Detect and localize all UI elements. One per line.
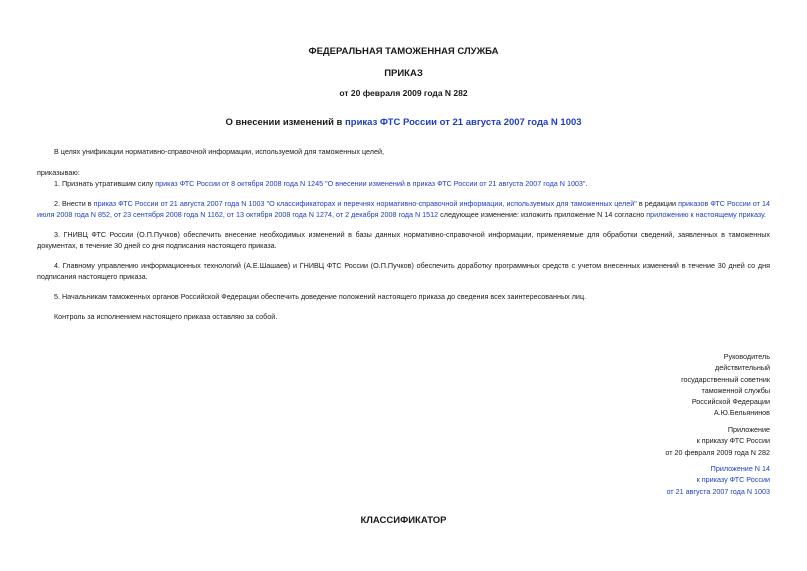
agency-heading: ФЕДЕРАЛЬНАЯ ТАМОЖЕННАЯ СЛУЖБА	[308, 46, 499, 57]
appendix-line: Приложение	[727, 425, 770, 434]
item-2	[37, 198, 770, 220]
signature-line: А.Ю.Бельянинов	[713, 408, 770, 418]
intro-paragraph: В целях унификации нормативно-справочной информации, используемой для таможенных целей,	[54, 147, 384, 156]
appendix-block	[665, 424, 770, 458]
item-1	[37, 178, 770, 189]
item-2-text-b: в редакции	[636, 199, 679, 208]
appendix-14-line[interactable]: Приложение N 14	[710, 464, 770, 473]
item-2-link-order[interactable]: приказ ФТС России от 21 августа 2007 года N 1003 "О классификаторах и перечнях нормативно-справочной информации, используемых для таможенных целей"	[93, 199, 637, 208]
title-prefix: О внесении изменений в	[225, 117, 346, 128]
item-1-link[interactable]: приказ ФТС России от 8 октября 2008 года N 1245 "О внесении изменений в приказ ФТС России от 21 августа 2007 года N 1003"	[155, 179, 586, 188]
item-2-end: .	[763, 210, 766, 219]
orders-word: приказываю:	[37, 168, 80, 177]
item-2-text: 2. Внести в	[54, 199, 94, 208]
control-paragraph: Контроль за исполнением настоящего приказа оставляю за собой.	[54, 312, 278, 321]
classifier-heading: КЛАССИФИКАТОР	[360, 515, 447, 526]
document-title	[0, 117, 807, 128]
signature-line: Руководитель	[723, 352, 770, 361]
item-2-text-c: следующее изменение: изложить приложение N 14 согласно	[438, 210, 647, 219]
item-4: 4. Главному управлению информационных технологий (А.Е.Шашаев) и ГНИВЦ ФТС России (О.П.Пучков) обеспечить доработку программных средств с учетом внесенных изменений в течение 30 дней со дня подписания настоящего приказа.	[37, 261, 770, 281]
appendix-line: к приказу ФТС России	[696, 436, 770, 446]
item-2-link-editions[interactable]: приказов ФТС России от 14 июля 2008 года N 852, от 23 сентября 2008 года N 1162, от 13 октября 2008 года N 1274, от 2 декабря 2008 года N 1512	[37, 199, 770, 219]
signature-line: таможенной службы	[701, 385, 770, 395]
item-1-end: .	[585, 179, 588, 188]
item-1-text: 1. Признать утратившим силу	[54, 179, 156, 188]
appendix-line: от 20 февраля 2009 года N 282	[665, 447, 770, 457]
signature-line: государственный советник	[681, 374, 770, 384]
appendix-14-line[interactable]: к приказу ФТС России	[696, 475, 770, 485]
item-5: 5. Начальникам таможенных органов Российской Федерации обеспечить доведение положений настоящего приказа до сведения всех заинтересованных лиц.	[54, 292, 587, 301]
appendix-14-link-block[interactable]	[666, 463, 770, 497]
signature-line: действительный	[715, 363, 770, 373]
item-2-link-appendix[interactable]: приложению к настоящему приказу	[646, 210, 764, 219]
signature-block	[681, 351, 770, 419]
title-link[interactable]: приказ ФТС России от 21 августа 2007 года N 1003	[345, 117, 582, 128]
signature-line: Российской Федерации	[691, 397, 770, 407]
doc-type-heading: ПРИКАЗ	[384, 68, 423, 79]
date-number: от 20 февраля 2009 года N 282	[339, 88, 468, 98]
item-3: 3. ГНИВЦ ФТС России (О.П.Пучков) обеспечить внесение необходимых изменений в базы данных нормативно-справочной информации, применяемые для обработки сведений, заявленных в таможенных документах, в течение 30 дней со дня подписания настоящего приказа.	[37, 230, 770, 250]
appendix-14-line[interactable]: от 21 августа 2007 года N 1003	[666, 486, 770, 496]
